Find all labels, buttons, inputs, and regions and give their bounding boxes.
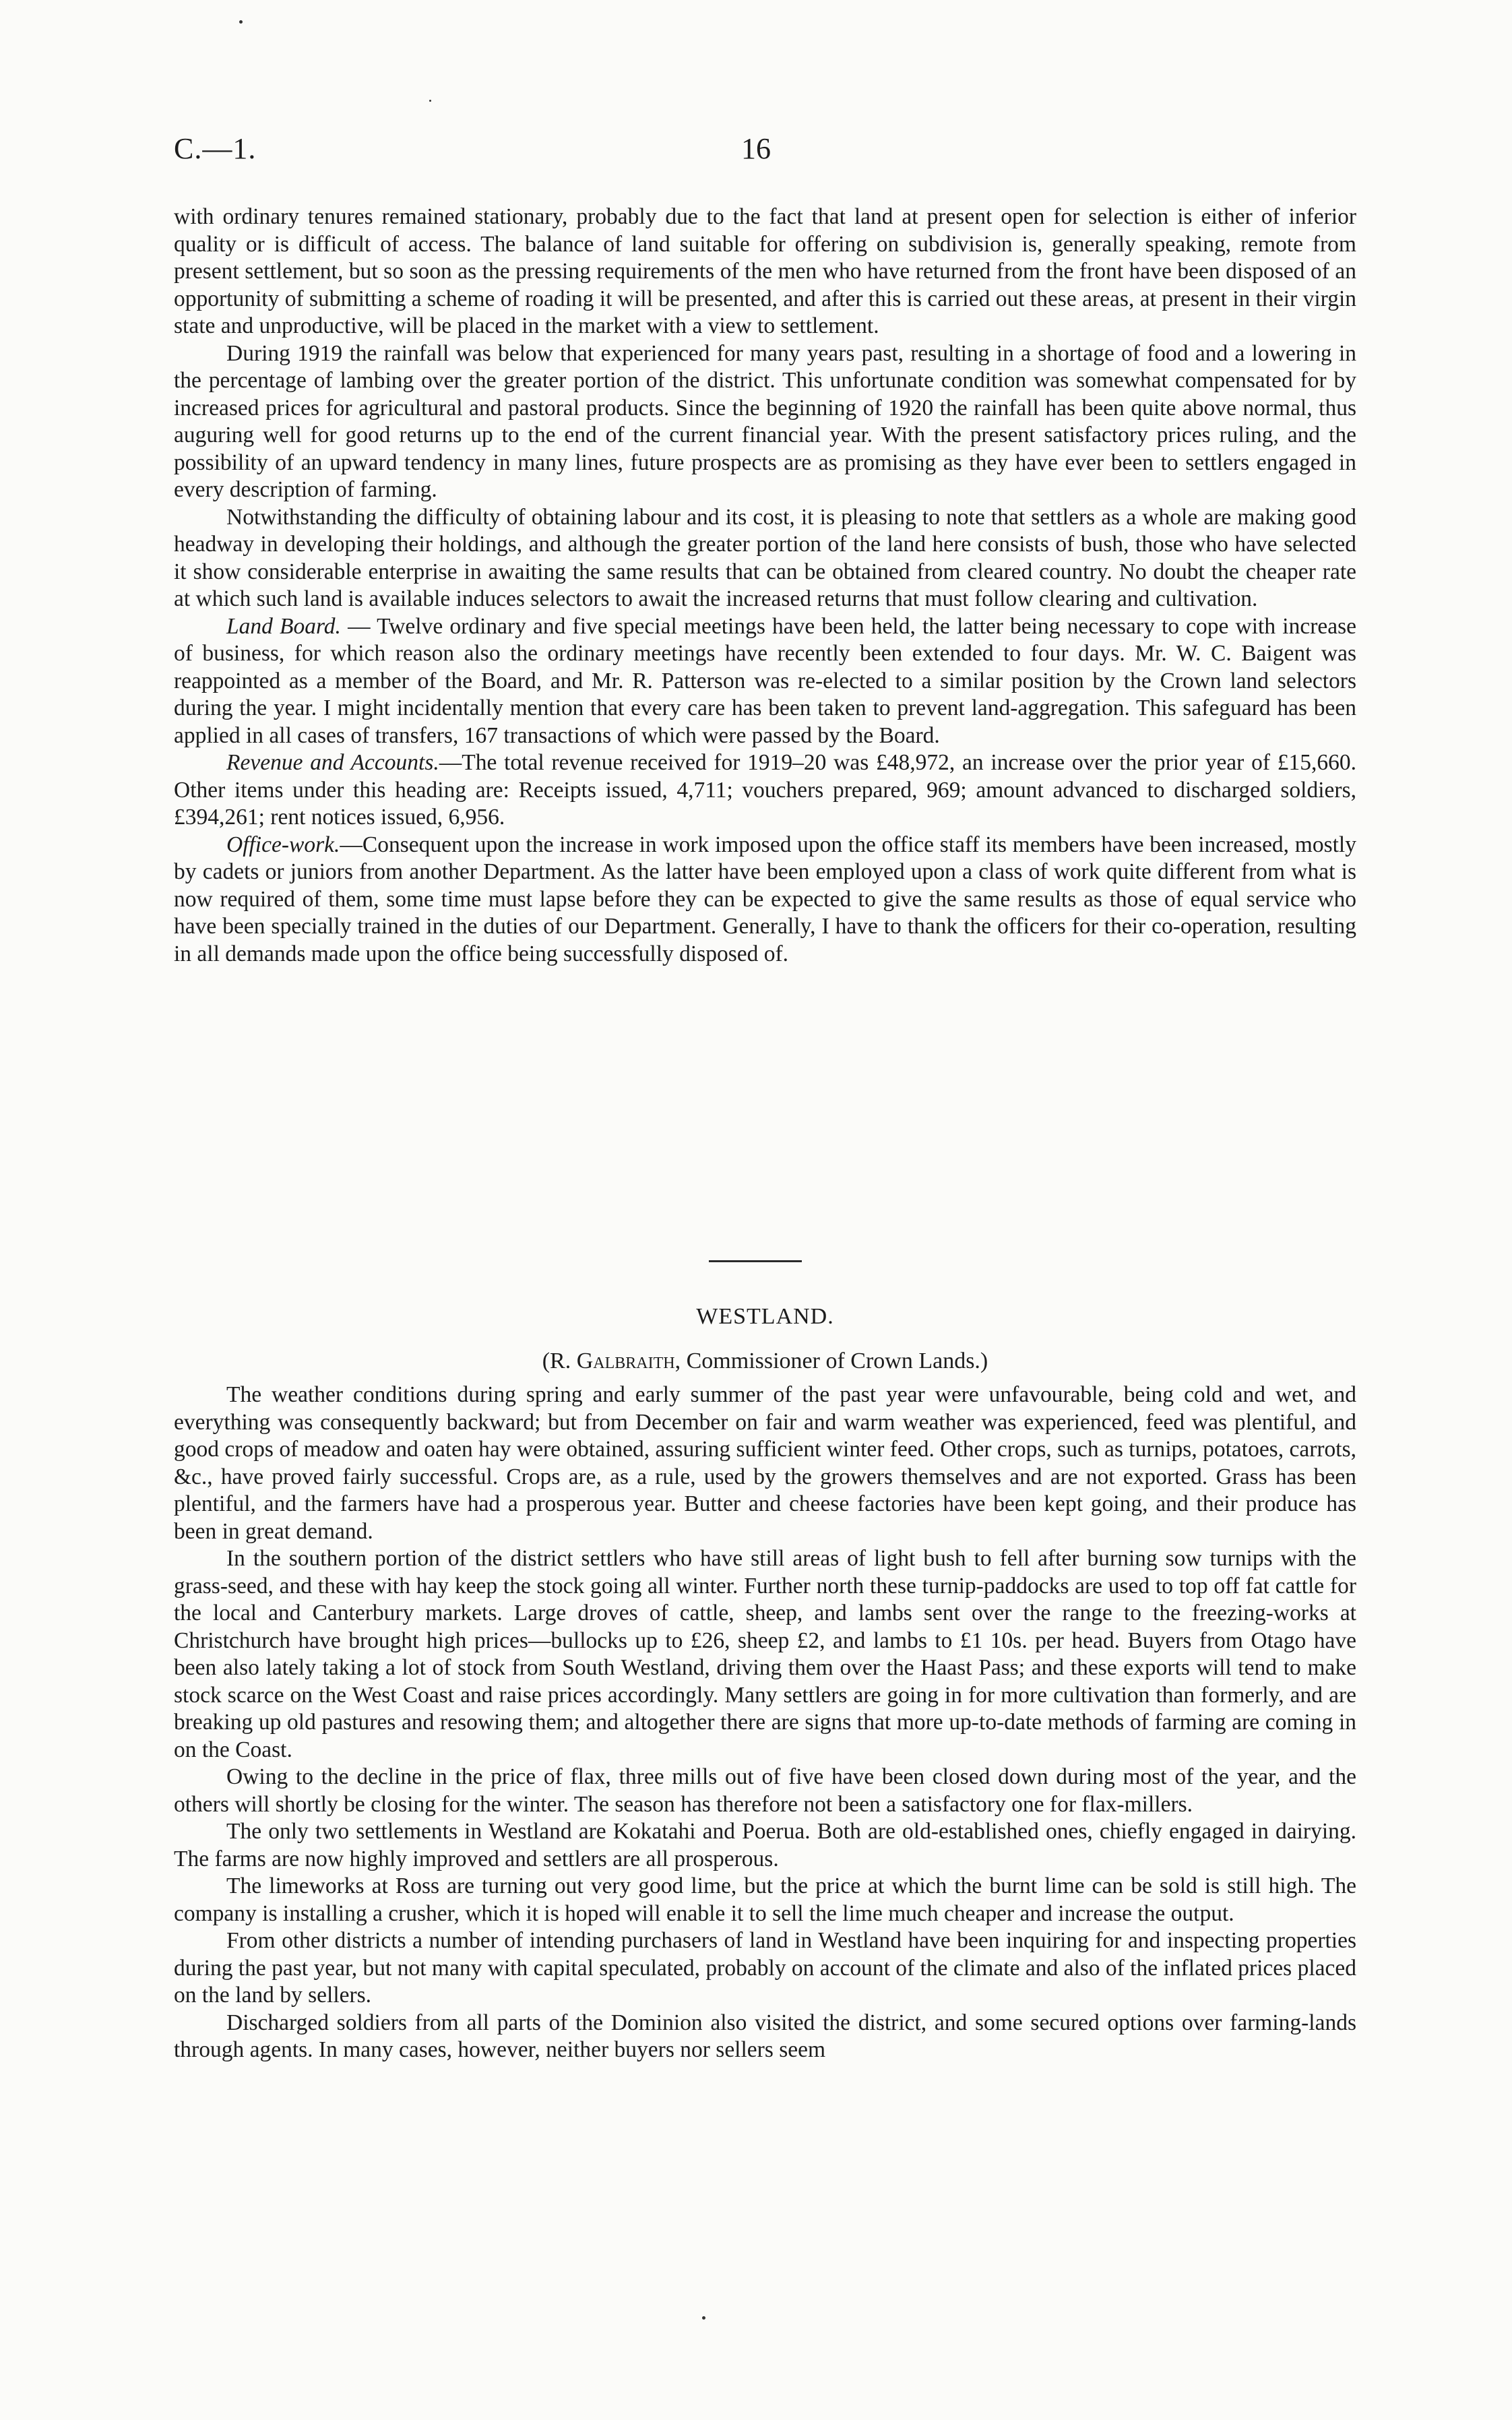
paragraph: During 1919 the rainfall was below that experienced for many years past, resulting in a shortage of food and a lowering in the percentage of lambing over the greater portion of the district. This unfortunate condition was somewhat compensated for by increased prices for agricultural and pastoral products. Since the beginning of 1920 the rainfall has been quite above normal, thus auguring well for good returns up to the end of the current financial year. With the present satisfactory prices ruling, and the possibility of an upward tendency in many lines, future prospects are as promising as they have ever been to settlers engaged in every description of farming. bbox=[174, 340, 1356, 502]
paragraph-revenue: Revenue and Accounts.—The total revenue received for 1919–20 was £48,972, an increase over the prior year of £15,660. Other items under this heading are: Receipts issued, 4,711; vouchers prepared, 969; amount advanced to discharged soldiers, £394,261; rent notices issued, 6,956. bbox=[174, 750, 1356, 830]
section-body-2 bbox=[174, 1382, 1356, 2064]
paragraph: The only two settlements in Westland are Kokatahi and Poerua. Both are old-established ones, chiefly engaged in dairying. The farms are now highly improved and settlers are all prosperous. bbox=[174, 1819, 1356, 1871]
section-body-1 bbox=[174, 204, 1356, 968]
paragraph: The weather conditions during spring and early summer of the past year were unfavourable, being cold and wet, and everything was consequently backward; but from December on fair and warm weather was experienced, feed was plentiful, and good crops of meadow and oaten hay were obtained, assuring sufficient winter feed. Other crops, such as turnips, potatoes, carrots, &c., have proved fairly successful. Crops are, as a rule, used by the growers themselves and are not exported. Grass has been plentiful, and the farmers have had a prosperous year. Butter and cheese factories have been kept going, and their produce has been in great demand. bbox=[174, 1382, 1356, 1544]
section-subtitle: (R. Galbraith, Commissioner of Crown Lands.) bbox=[542, 1348, 988, 1373]
paragraph: In the southern portion of the district settlers who have still areas of light bush to fell after burning sow turnips with the grass-seed, and these with hay keep the stock going all winter. Further north these turnip-paddocks are used to top off fat cattle for the local and Canterbury markets. Large droves of cattle, sheep, and lambs sent over the range to the freezing-works at Christchurch have brought high prices—bullocks up to £26, sheep £2, and lambs to £1 10s. per head. Buyers from Otago have been also lately taking a lot of stock from South Westland, driving them over the Haast Pass; and these exports will tend to make stock scarce on the West Coast and raise prices accordingly. Many settlers are going in for more cultivation than formerly, and are breaking up old pastures and resowing them; and altogether there are signs that more up-to-date methods of farming are coming in on the Coast. bbox=[174, 1546, 1356, 1762]
page-header bbox=[174, 131, 1338, 172]
commissioner-name: Galbraith bbox=[576, 1348, 675, 1373]
document-code: C.—1. bbox=[174, 132, 257, 165]
scan-speck bbox=[429, 100, 431, 102]
paragraph-land-board: Land Board. — Twelve ordinary and five special meetings have been held, the latter being necessary to cope with increase of business, for which reason also the ordinary meetings have recently been extended to four days. Mr. W. C. Baigent was reappointed as a member of the Board, and Mr. R. Patterson was re-elected to a similar position by the Crown land selectors during the year. I might incidentally mention that every care has been taken to prevent land-aggregation. This safeguard has been applied in all cases of transfers, 167 transactions of which were passed by the Board. bbox=[174, 613, 1356, 748]
paragraph: Notwithstanding the difficulty of obtaining labour and its cost, it is pleasing to note that settlers as a whole are making good headway in developing their holdings, and although the greater portion of the land here consists of bush, those who have selected it show considerable enterprise in awaiting the same results that can be obtained from cleared country. No doubt the cheaper rate at which such land is available induces selectors to await the increased returns that must follow clearing and cultivation. bbox=[174, 504, 1356, 611]
subheading: Land Board. bbox=[226, 613, 341, 639]
subheading: Revenue and Accounts. bbox=[226, 750, 439, 775]
paragraph: with ordinary tenures remained stationary, probably due to the fact that land at present open for selection is either of inferior quality or is difficult of access. The balance of land suitable for offering on subdivision is, generally speaking, remote from present settlement, but so soon as the pressing requirements of the men who have returned from the front have been disposed of an opportunity of submitting a scheme of roading it will be presented, and after this is carried out these areas, at present in their virgin state and unproductive, will be placed in the market with a view to settlement. bbox=[174, 204, 1356, 338]
section-divider bbox=[709, 1260, 802, 1262]
page-number: 16 bbox=[741, 132, 771, 165]
paragraph: The limeworks at Ross are turning out very good lime, but the price at which the burnt lime can be sold is still high. The company is installing a crusher, which it is hoped will enable it to sell the lime much cheaper and increase the output. bbox=[174, 1873, 1356, 1926]
paragraph: Owing to the decline in the price of flax, three mills out of five have been closed down during most of the year, and the others will shortly be closing for the winter. The season has therefore not been a satisfactory one for flax-millers. bbox=[174, 1764, 1356, 1817]
paragraph: From other districts a number of intending purchasers of land in Westland have been inquiring for and inspecting properties during the past year, but not many with capital speculated, probably on account of the climate and also of the inflated prices placed on the land by sellers. bbox=[174, 1928, 1356, 2008]
subheading: Office-work. bbox=[226, 832, 340, 857]
section-title: WESTLAND. bbox=[696, 1304, 834, 1329]
paragraph: Discharged soldiers from all parts of the Dominion also visited the district, and some secured options over farming-lands through agents. In many cases, however, neither buyers nor sellers seem bbox=[174, 2010, 1356, 2062]
scan-speck bbox=[239, 20, 243, 24]
paragraph-office-work: Office-work.—Consequent upon the increase in work imposed upon the office staff its members have been increased, mostly by cadets or juniors from another Department. As the latter have been employed upon a class of work quite different from what is now required of them, some time must lapse before they can be expected to give the same results as those of equal service who have been specially trained in the duties of our Department. Generally, I have to thank the officers for their co-operation, resulting in all demands made upon the office being successfully disposed of. bbox=[174, 832, 1356, 966]
scan-speck bbox=[702, 2316, 705, 2320]
